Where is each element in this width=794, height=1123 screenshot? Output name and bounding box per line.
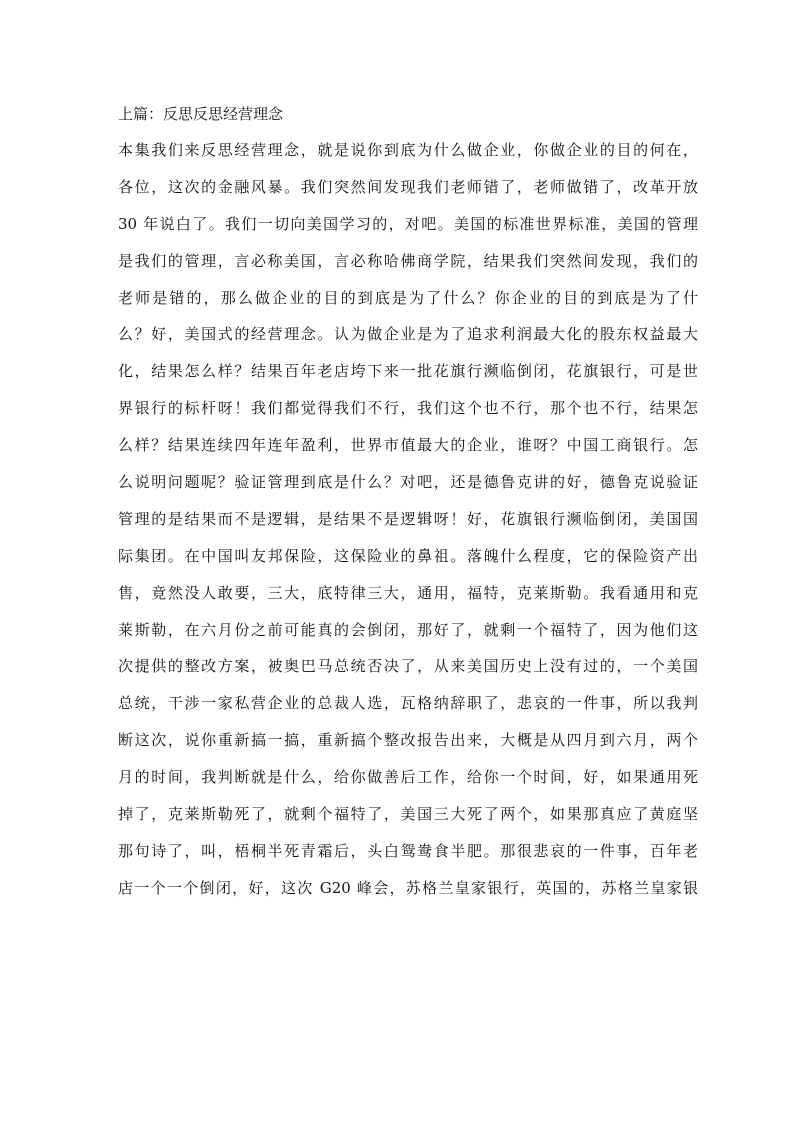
text-line: 本集我们来反思经营理念，就是说你到底为什么做企业，你做企业的目的何在， (118, 141, 698, 159)
text-line: 是我们的管理，言必称美国，言必称哈佛商学院，结果我们突然间发现，我们的 (118, 251, 698, 270)
text-line: 各位，这次的金融风暴。我们突然间发现我们老师错了，老师做错了，改革开放 (118, 177, 698, 196)
text-line: 次提供的整改方案，被奥巴马总统否决了，从来美国历史上没有过的，一个美国 (118, 657, 698, 676)
text-line: 断这次，说你重新搞一搞，重新搞个整改报告出来，大概是从四月到六月，两个 (118, 731, 698, 750)
text-line: 际集团。在中国叫友邦保险，这保险业的鼻祖。落魄什么程度，它的保险资产出 (118, 546, 698, 565)
text-line: 掉了，克莱斯勒死了，就剩个福特了，美国三大死了两个，如果那真应了黄庭坚 (118, 805, 698, 824)
text-line: 老师是错的，那么做企业的目的到底是为了什么？你企业的目的到底是为了什 (118, 288, 698, 307)
text-line: 莱斯勒，在六月份之前可能真的会倒闭，那好了，就剩一个福特了，因为他们这 (118, 620, 698, 639)
text-line: 么说明问题呢？验证管理到底是什么？对吧，还是德鲁克讲的好，德鲁克说验证 (118, 473, 698, 492)
text-line: 么？好，美国式的经营理念。认为做企业是为了追求利润最大化的股东权益最大 (118, 325, 698, 344)
body-text (118, 132, 698, 907)
text-line: 店一个一个倒闭，好，这次 G20 峰会，苏格兰皇家银行，英国的，苏格兰皇家银 (118, 878, 698, 897)
text-line: 售，竟然没人敢要，三大，底特律三大，通用，福特，克莱斯勒。我看通用和克 (118, 583, 698, 602)
document-page (118, 96, 698, 907)
text-line: 总统，干涉一家私营企业的总裁人选，瓦格纳辞职了，悲哀的一件事，所以我判 (118, 694, 698, 713)
text-line: 化，结果怎么样？结果百年老店垮下来一批花旗行濒临倒闭，花旗银行，可是世 (118, 362, 698, 381)
text-line: 30 年说白了。我们一切向美国学习的，对吧。美国的标准世界标准，美国的管理 (118, 214, 698, 233)
text-line: 管理的是结果而不是逻辑，是结果不是逻辑呀！好，花旗银行濒临倒闭，美国国 (118, 509, 698, 528)
text-line: 月的时间，我判断就是什么，给你做善后工作，给你一个时间，好，如果通用死 (118, 768, 698, 787)
text-line: 界银行的标杆呀！我们都觉得我们不行，我们这个也不行，那个也不行，结果怎 (118, 399, 698, 418)
section-heading: 上篇：反思反思经营理念 (118, 105, 284, 123)
text-line: 么样？结果连续四年连年盈利，世界市值最大的企业，谁呀？中国工商银行。怎 (118, 436, 698, 455)
text-line: 那句诗了，叫，梧桐半死青霜后，头白鸳鸯食半肥。那很悲哀的一件事，百年老 (118, 841, 698, 860)
